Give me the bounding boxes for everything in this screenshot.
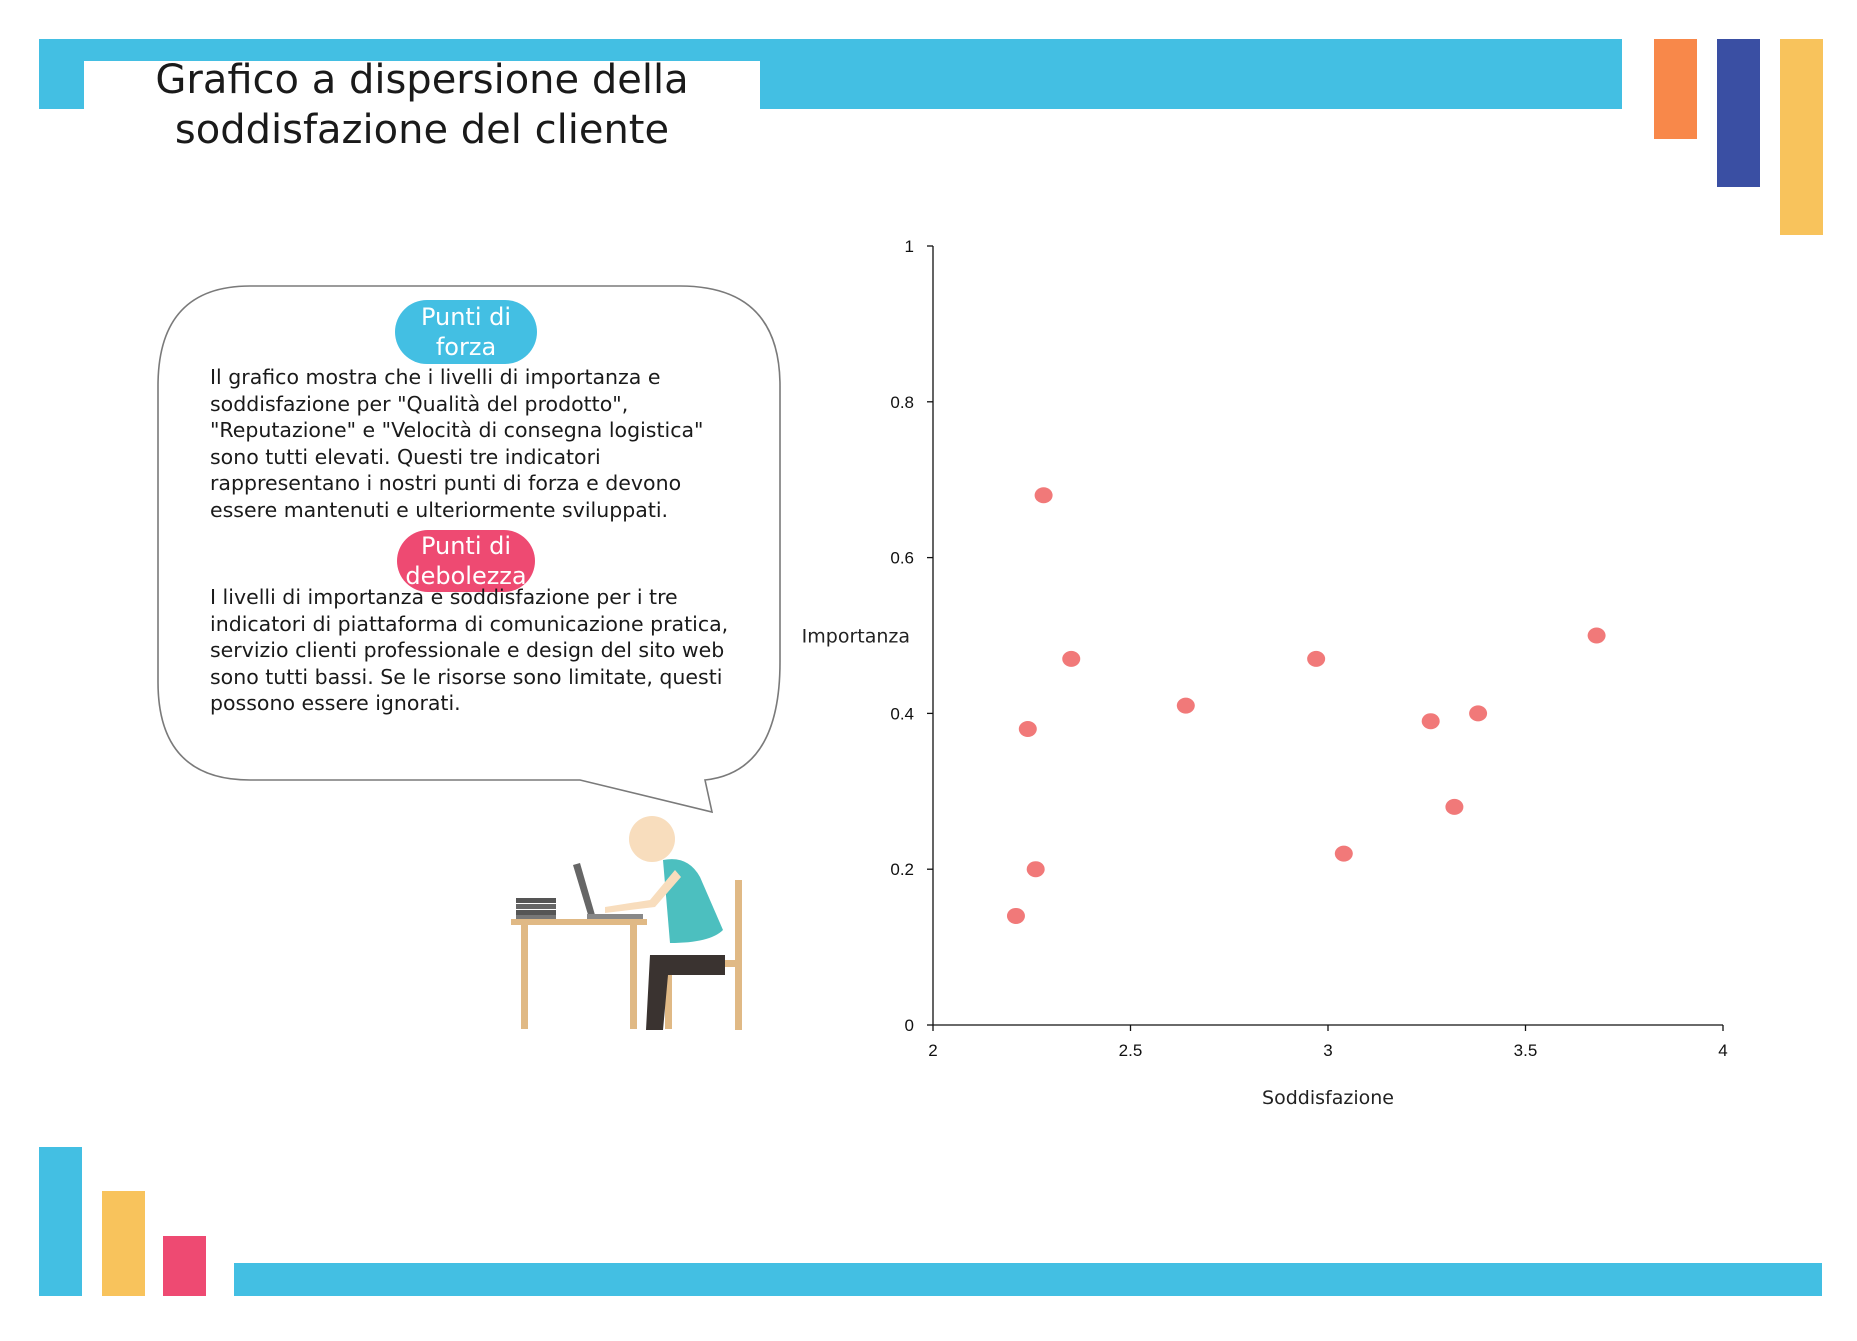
strengths-label: Punti di forza	[395, 300, 537, 364]
x-axis-title: Soddisfazione	[1262, 1087, 1394, 1109]
deco-bar-pink-bottom	[163, 1236, 206, 1296]
data-point	[1027, 861, 1045, 877]
y-tick-label: 0.2	[890, 860, 914, 880]
x-tick-label: 4	[1718, 1041, 1728, 1060]
x-tick-label: 3.5	[1513, 1041, 1538, 1060]
weaknesses-text: I livelli di importanza e soddisfazione per i tre indicatori di piattaforma di comunicazione pratica, servizio clienti professionale e design del sito web sono tutti bassi. Se le risorse sono limitate, questi possono essere ignorati.	[210, 585, 729, 715]
scatter-chart	[790, 225, 1740, 1145]
y-tick-label: 0.8	[890, 392, 914, 412]
y-tick-label: 0.6	[890, 548, 914, 568]
data-point	[1007, 908, 1025, 924]
data-point	[1422, 713, 1440, 729]
data-point	[1335, 846, 1353, 862]
data-point	[1307, 651, 1325, 667]
data-point	[1035, 487, 1053, 503]
deco-bar-blue-bottom	[39, 1147, 82, 1296]
deco-bar-orange	[1654, 39, 1697, 139]
data-point	[1177, 698, 1195, 714]
data-point	[1588, 628, 1606, 644]
deco-bar-navy	[1717, 39, 1760, 187]
footer-bar	[234, 1263, 1822, 1296]
y-tick-label: 1	[904, 237, 914, 256]
data-point	[1019, 721, 1037, 737]
x-tick-label: 2	[928, 1041, 938, 1060]
weaknesses-label: Punti di debolezza	[397, 530, 535, 592]
person-at-desk-illustration	[505, 815, 755, 1040]
y-tick-label: 0	[904, 1016, 914, 1035]
data-point	[1469, 705, 1487, 721]
y-tick-label: 0.4	[890, 704, 914, 724]
page-title: Grafico a dispersione della soddisfazione del cliente	[155, 57, 689, 153]
deco-bar-yellow	[1780, 39, 1823, 235]
x-tick-label: 2.5	[1118, 1041, 1143, 1060]
y-axis-title: Importanza	[801, 625, 910, 648]
title-box	[84, 57, 760, 153]
deco-bar-yellow-bottom	[102, 1191, 145, 1296]
strengths-text: Il grafico mostra che i livelli di importanza e soddisfazione per "Qualità del prodotto", "Reputazione" e "Velocità di consegna logistica" sono tutti elevati. Questi tre indicatori rappresentano i nostri punti di forza e devono essere mantenuti e ulteriormente sviluppati.	[210, 365, 704, 522]
data-point	[1445, 799, 1463, 815]
x-tick-label: 3	[1323, 1041, 1333, 1060]
data-point	[1062, 651, 1080, 667]
